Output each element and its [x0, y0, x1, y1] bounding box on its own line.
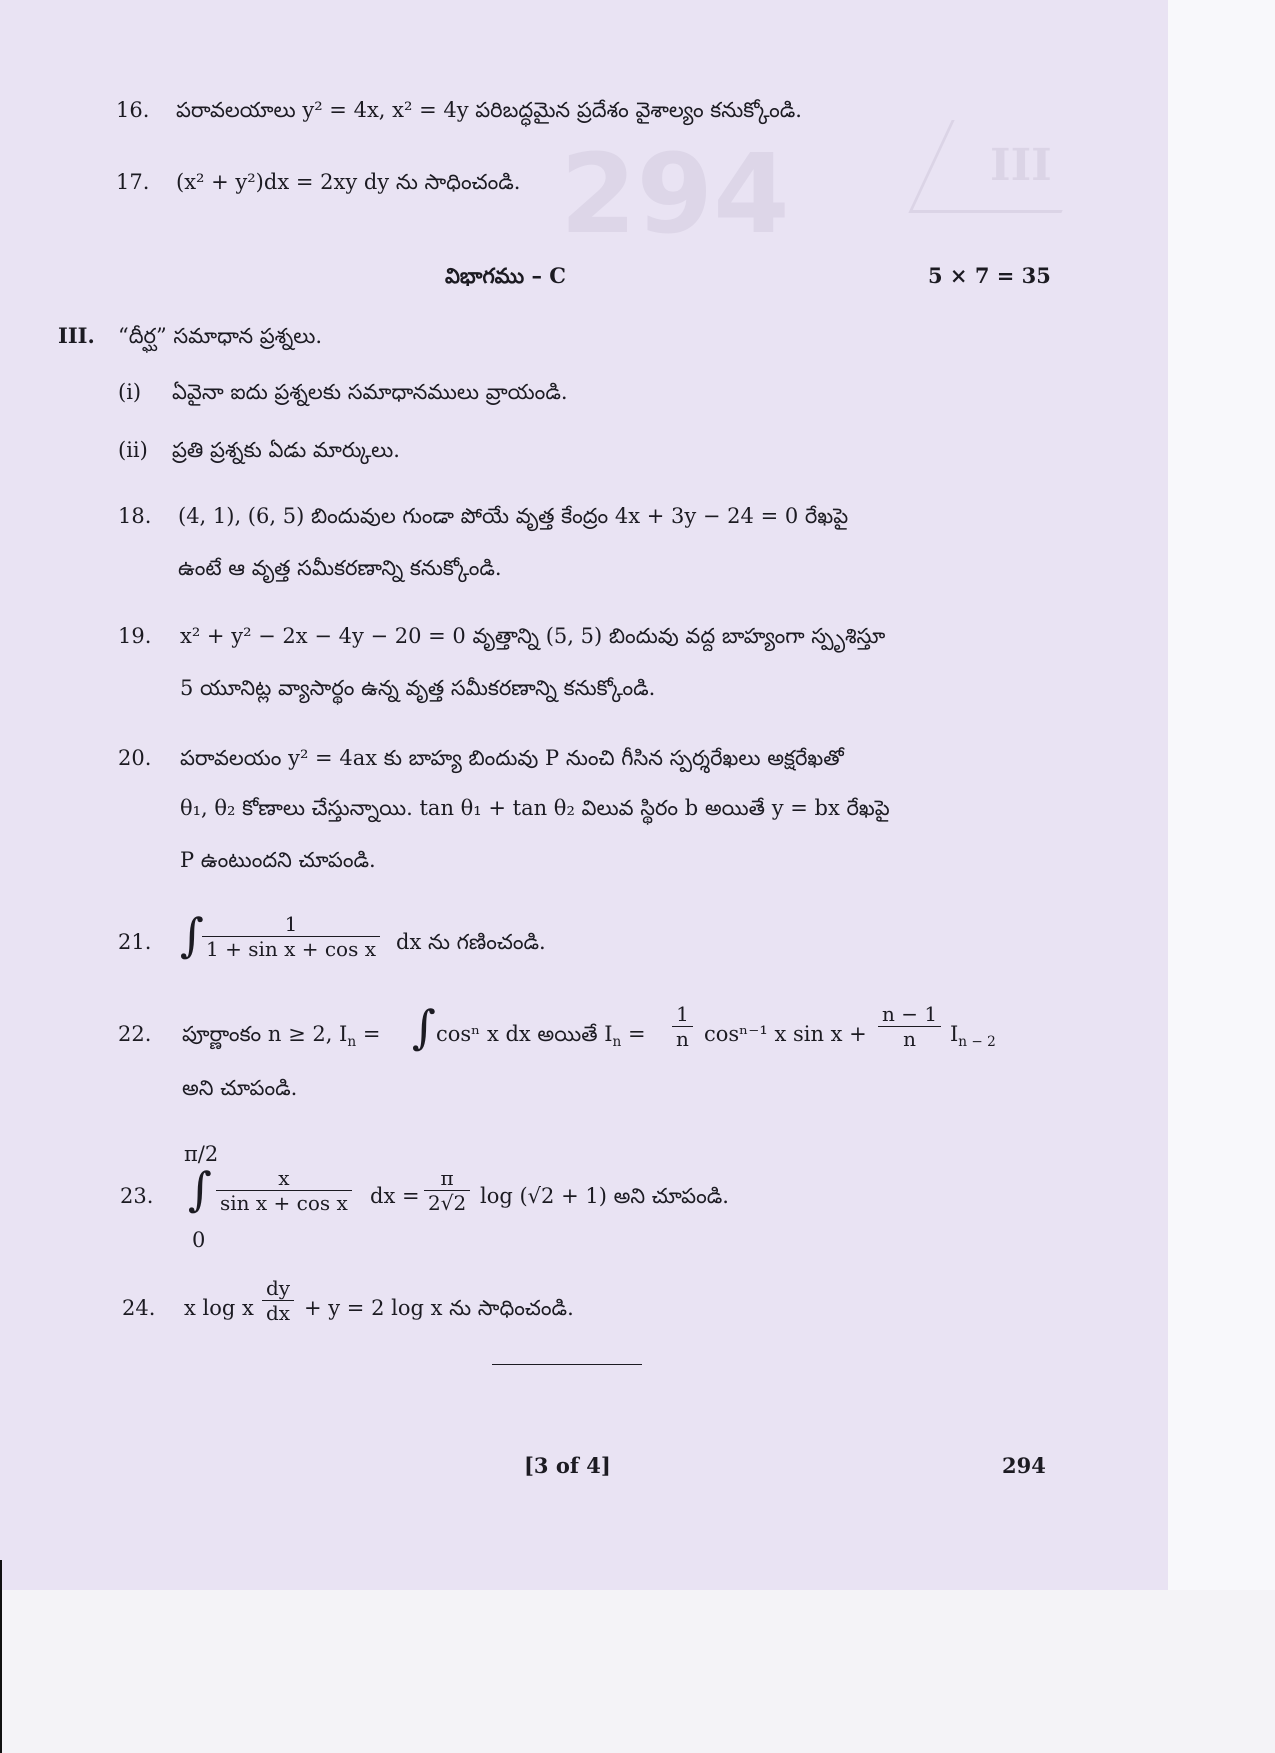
paper-code: 294 [1002, 1453, 1046, 1478]
instruction-text: ప్రతి ప్రశ్నకు ఏడు మార్కులు. [172, 438, 400, 462]
scan-margin-bottom [0, 1590, 1275, 1753]
question-text-line: పరావలయం y² = 4ax కు బాహ్య బిందువు P నుంచి గీసిన స్పర్శరేఖలు అక్షరేఖతో [180, 746, 844, 770]
question-text-lead: x log x [184, 1296, 254, 1320]
fraction [878, 1002, 941, 1051]
denominator: n [676, 1027, 689, 1051]
subscript: n [347, 1034, 357, 1051]
question-number: 24. [122, 1296, 156, 1320]
question-text-tail: log (√2 + 1) అని చూపండి. [480, 1184, 729, 1208]
denominator: sin x + cos x [220, 1191, 348, 1215]
numerator: n − 1 [878, 1002, 941, 1027]
integral-sign: ∫ [188, 1162, 212, 1216]
question-text-end [950, 1020, 996, 1056]
subscript: n [612, 1034, 622, 1051]
watermark-label: III [990, 140, 1052, 191]
question-number: 19. [118, 624, 152, 648]
question-integrand [436, 1020, 646, 1056]
question-number: 22. [118, 1022, 152, 1046]
instruction-text: ఏవైనా ఐదు ప్రశ్నలకు సమాధానములు వ్రాయండి. [172, 380, 568, 404]
section-heading: “దీర్ఘ” సమాధాన ప్రశ్నలు. [118, 324, 323, 348]
text-pre: పూర్ణాంకం n ≥ 2, I [182, 1022, 348, 1046]
numerator: 1 [202, 912, 380, 937]
question-number: 17. [116, 170, 150, 194]
question-text-line: ఉంటే ఆ వృత్త సమీకరణాన్ని కనుక్కోండి. [178, 556, 502, 580]
text-i: I [950, 1022, 959, 1046]
fraction [216, 1166, 352, 1215]
page-indicator: [3 of 4] [524, 1453, 611, 1478]
integral-lower-limit: 0 [192, 1228, 206, 1252]
denominator: n [903, 1027, 916, 1051]
numerator: dy [262, 1276, 294, 1301]
numerator: π [424, 1166, 470, 1191]
integral-upper-limit: π/2 [184, 1142, 219, 1166]
denominator: dx [266, 1301, 291, 1325]
fraction [672, 1002, 693, 1051]
question-text-line: x² + y² − 2x − 4y − 20 = 0 వృత్తాన్ని (5, 5) బిందువు వద్ద బాహ్యంగా స్పృశిస్తూ [180, 624, 886, 648]
integral-sign: ∫ [412, 1000, 436, 1054]
question-text-mid: dx = [370, 1184, 420, 1208]
question-number: 20. [118, 746, 152, 770]
end-rule [492, 1364, 642, 1365]
denominator: 1 + sin x + cos x [206, 937, 376, 961]
fraction [262, 1276, 294, 1325]
question-text-mid: cosⁿ⁻¹ x sin x + [704, 1022, 867, 1046]
question-number: 16. [116, 98, 150, 122]
section-marks: 5 × 7 = 35 [928, 263, 1051, 288]
question-text-line: అని చూపండి. [182, 1076, 298, 1100]
text-eq: = [356, 1022, 381, 1046]
integral-sign: ∫ [180, 908, 204, 962]
question-text-line: P ఉంటుందని చూపండి. [180, 848, 376, 872]
fraction [424, 1166, 470, 1215]
question-text: పరావలయాలు y² = 4x, x² = 4y పరిబద్ధమైన ప్రదేశం వైశాల్యం కనుక్కోండి. [176, 98, 802, 122]
section-title: విభాగము – C [445, 263, 567, 288]
question-number: 18. [118, 504, 152, 528]
question-text-lead [182, 1020, 380, 1056]
fraction [202, 912, 380, 961]
subscript: n − 2 [958, 1034, 996, 1051]
question-text-tail: + y = 2 log x ను సాధించండి. [304, 1296, 574, 1320]
numerator: x [216, 1166, 352, 1191]
scan-margin-right [1168, 0, 1275, 1753]
question-text-line: 5 యూనిట్ల వ్యాసార్థం ఉన్న వృత్త సమీకరణాన్ని కనుక్కోండి. [180, 676, 656, 700]
question-text-tail: dx ను గణించండి. [396, 930, 546, 954]
watermark-code: 294 [560, 130, 790, 258]
text-integrand: cosⁿ x dx అయితే I [436, 1022, 613, 1046]
numerator: 1 [672, 1002, 693, 1027]
scan-edge [0, 1560, 2, 1753]
question-text-line: (4, 1), (6, 5) బిందువుల గుండా పోయే వృత్త కేంద్రం 4x + 3y − 24 = 0 రేఖపై [178, 504, 849, 528]
question-number: 21. [118, 930, 152, 954]
instruction-number: (ii) [118, 438, 148, 462]
question-number: 23. [120, 1184, 154, 1208]
question-text-line: θ₁, θ₂ కోణాలు చేస్తున్నాయి. tan θ₁ + tan θ₂ విలువ స్థిరం b అయితే y = bx రేఖపై [180, 796, 890, 820]
instruction-number: (i) [118, 380, 142, 404]
text-eq: = [621, 1022, 646, 1046]
question-text: (x² + y²)dx = 2xy dy ను సాధించండి. [176, 170, 521, 194]
denominator: 2√2 [428, 1191, 467, 1215]
section-roman: III. [58, 323, 95, 348]
